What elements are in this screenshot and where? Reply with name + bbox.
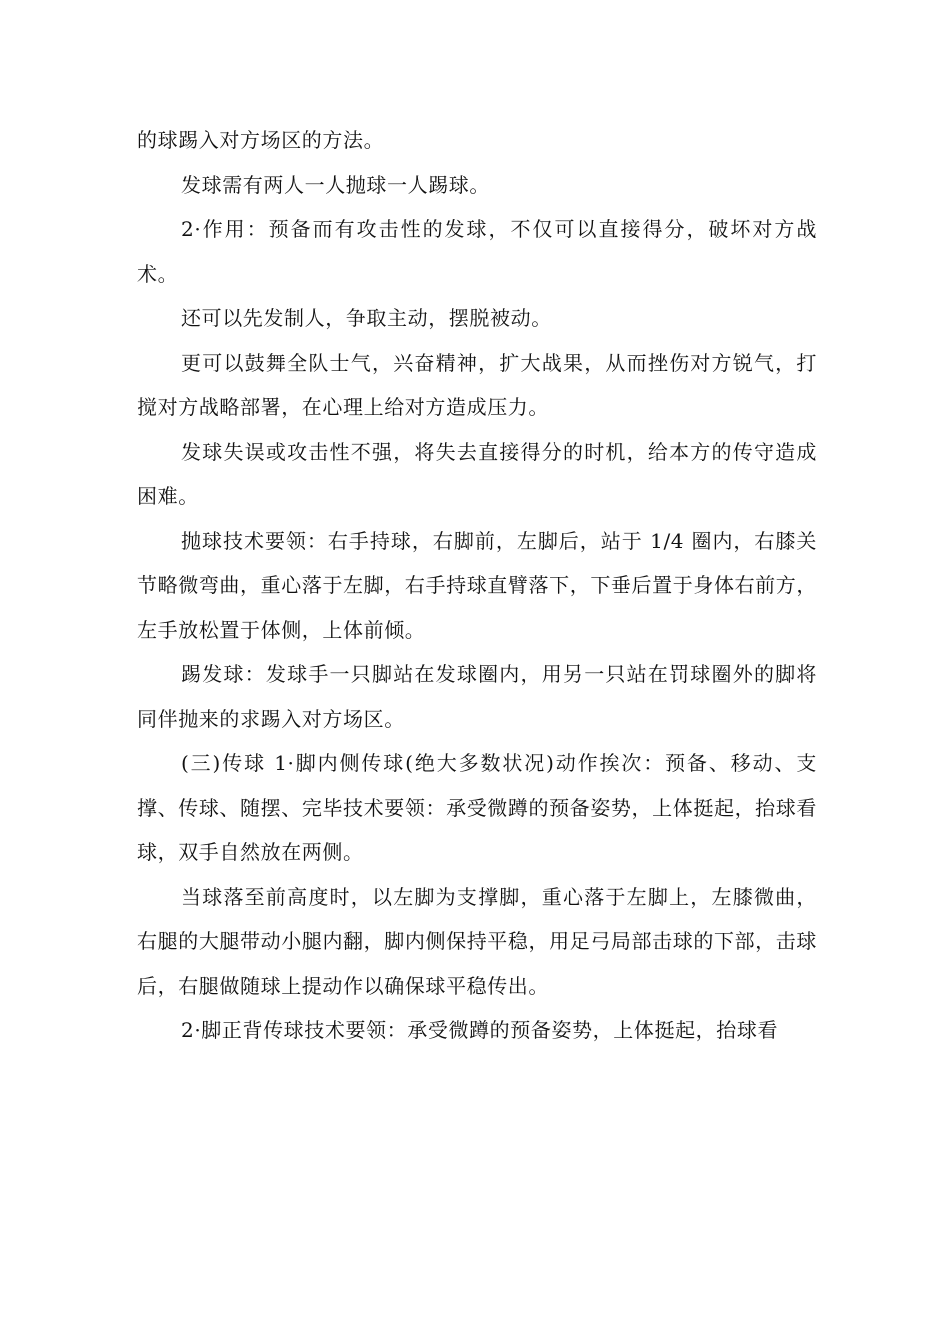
paragraph: 当球落至前高度时，以左脚为支撑脚，重心落于左脚上，左膝微曲，右腿的大腿带动小腿内翻，脚内侧保持平稳，用足弓局部击球的下部，击球后，右腿做随球上提动作以确保球平稳传出。 (137, 884, 817, 998)
paragraph: 抛球技术要领：右手持球，右脚前，左脚后，站于 1/4 圈内，右膝关节略微弯曲，重心落于左脚，右手持球直臂落下，下垂后置于身体右前方，左手放松置于体侧，上体前倾。 (137, 528, 817, 642)
paragraph: 2·作用：预备而有攻击性的发球，不仅可以直接得分，破坏对方战术。 (137, 217, 817, 286)
paragraph: 更可以鼓舞全队士气，兴奋精神，扩大战果，从而挫伤对方锐气，打搅对方战略部署，在心理上给对方造成压力。 (137, 350, 817, 419)
paragraph: 发球失误或攻击性不强，将失去直接得分的时机，给本方的传守造成困难。 (137, 439, 817, 508)
paragraph: 踢发球：发球手一只脚站在发球圈内，用另一只站在罚球圈外的脚将同伴抛来的求踢入对方场区。 (137, 662, 817, 731)
paragraph: (三)传球 1·脚内侧传球(绝大多数状况)动作挨次：预备、移动、支撑、传球、随摆、完毕技术要领：承受微蹲的预备姿势，上体挺起，抬球看球，双手自然放在两侧。 (137, 751, 817, 864)
paragraph: 的球踢入对方场区的方法。 (137, 128, 385, 152)
paragraph: 发球需有两人一人抛球一人踢球。 (181, 172, 490, 197)
paragraph: 还可以先发制人，争取主动，摆脱被动。 (181, 306, 552, 330)
document-body (137, 118, 817, 1053)
paragraph: 2·脚正背传球技术要领：承受微蹲的预备姿势，上体挺起，抬球看 (181, 1018, 779, 1042)
